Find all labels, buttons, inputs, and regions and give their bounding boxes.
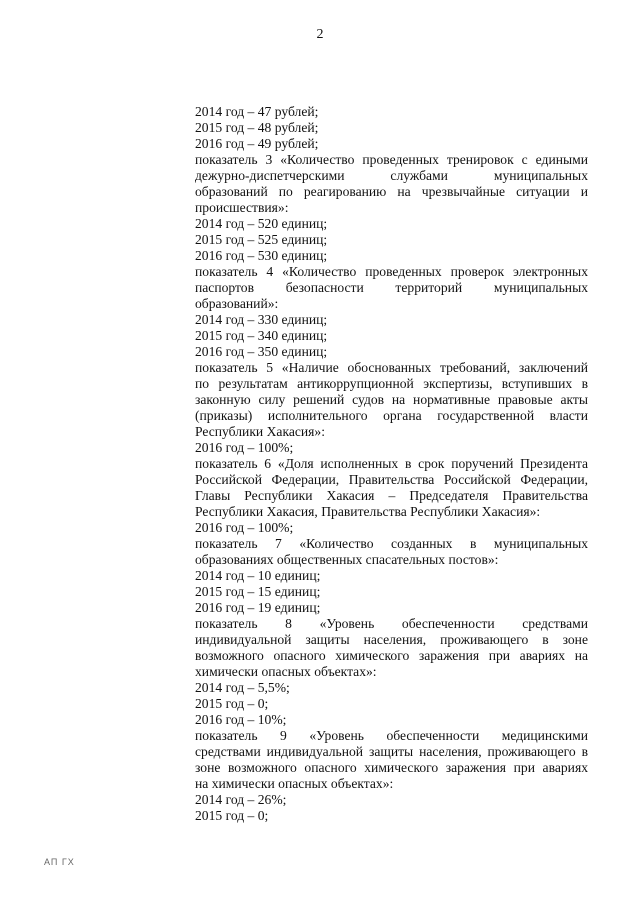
text-line: 2016 год – 10%; bbox=[195, 712, 287, 727]
page-number: 2 bbox=[316, 27, 324, 42]
text-line: 2014 год – 47 рублей; bbox=[195, 104, 319, 119]
text-line: показатель 9 «Уровень обеспеченности медицинскими bbox=[195, 728, 588, 743]
text-line: 2014 год – 520 единиц; bbox=[195, 216, 328, 231]
document-body bbox=[195, 104, 588, 824]
text-line: Республики Хакасия»: bbox=[195, 424, 326, 439]
text-line: 2016 год – 100%; bbox=[195, 520, 294, 535]
text-line: показатель 6 «Доля исполненных в срок поручений Президента bbox=[195, 456, 588, 471]
text-line: образований по реагированию на чрезвычайные ситуации и bbox=[195, 184, 588, 199]
text-line: 2015 год – 0; bbox=[195, 696, 269, 711]
text-line: показатель 3 «Количество проведенных тренировок с едиными bbox=[195, 152, 588, 167]
footer-code: АП ГХ bbox=[44, 857, 75, 867]
text-line: происшествия»: bbox=[195, 200, 289, 215]
text-line: показатель 4 «Количество проведенных проверок электронных bbox=[195, 264, 588, 279]
text-line: показатель 5 «Наличие обоснованных требований, заключений bbox=[195, 360, 588, 375]
text-line: 2015 год – 525 единиц; bbox=[195, 232, 328, 247]
text-line: 2014 год – 330 единиц; bbox=[195, 312, 328, 327]
text-line: Республики Хакасия, Правительства Республики Хакасия»: bbox=[195, 504, 541, 519]
text-line: Главы Республики Хакасия – Председателя Правительства bbox=[195, 488, 588, 503]
text-line: возможного опасного химического заражения при авариях на bbox=[195, 648, 588, 663]
text-line: 2016 год – 350 единиц; bbox=[195, 344, 328, 359]
text-line: 2014 год – 10 единиц; bbox=[195, 568, 321, 583]
text-line: химически опасных объектах»: bbox=[195, 664, 377, 679]
text-line: по результатам антикоррупционной экспертизы, вступивших в bbox=[195, 376, 588, 391]
text-line: Российской Федерации, Правительства Российской Федерации, bbox=[195, 472, 588, 487]
text-line: показатель 8 «Уровень обеспеченности средствами bbox=[195, 616, 588, 631]
text-line: зоне возможного опасного химического заражения при авариях bbox=[195, 760, 588, 775]
text-line: 2016 год – 19 единиц; bbox=[195, 600, 321, 615]
text-line: 2016 год – 49 рублей; bbox=[195, 136, 319, 151]
text-line: 2015 год – 15 единиц; bbox=[195, 584, 321, 599]
text-line: 2016 год – 530 единиц; bbox=[195, 248, 328, 263]
text-line: 2015 год – 0; bbox=[195, 808, 269, 823]
text-line: индивидуальной защиты населения, проживающего в зоне bbox=[195, 632, 588, 647]
text-line: средствами индивидуальной защиты населения, проживающего в bbox=[195, 744, 588, 759]
text-line: законную силу решений судов на нормативные правовые акты bbox=[195, 392, 588, 407]
text-line: показатель 7 «Количество созданных в муниципальных bbox=[195, 536, 588, 551]
text-line: паспортов безопасности территорий муниципальных bbox=[195, 280, 588, 295]
text-line: 2014 год – 5,5%; bbox=[195, 680, 290, 695]
text-line: 2015 год – 48 рублей; bbox=[195, 120, 319, 135]
text-line: образованиях общественных спасательных постов»: bbox=[195, 552, 499, 567]
text-line: на химически опасных объектах»: bbox=[195, 776, 394, 791]
text-line: 2015 год – 340 единиц; bbox=[195, 328, 328, 343]
text-line: образований»: bbox=[195, 296, 279, 311]
text-line: 2014 год – 26%; bbox=[195, 792, 287, 807]
text-line: 2016 год – 100%; bbox=[195, 440, 294, 455]
text-line: (приказы) исполнительного органа государственной власти bbox=[195, 408, 588, 423]
text-line: дежурно-диспетчерскими службами муниципальных bbox=[195, 168, 588, 183]
